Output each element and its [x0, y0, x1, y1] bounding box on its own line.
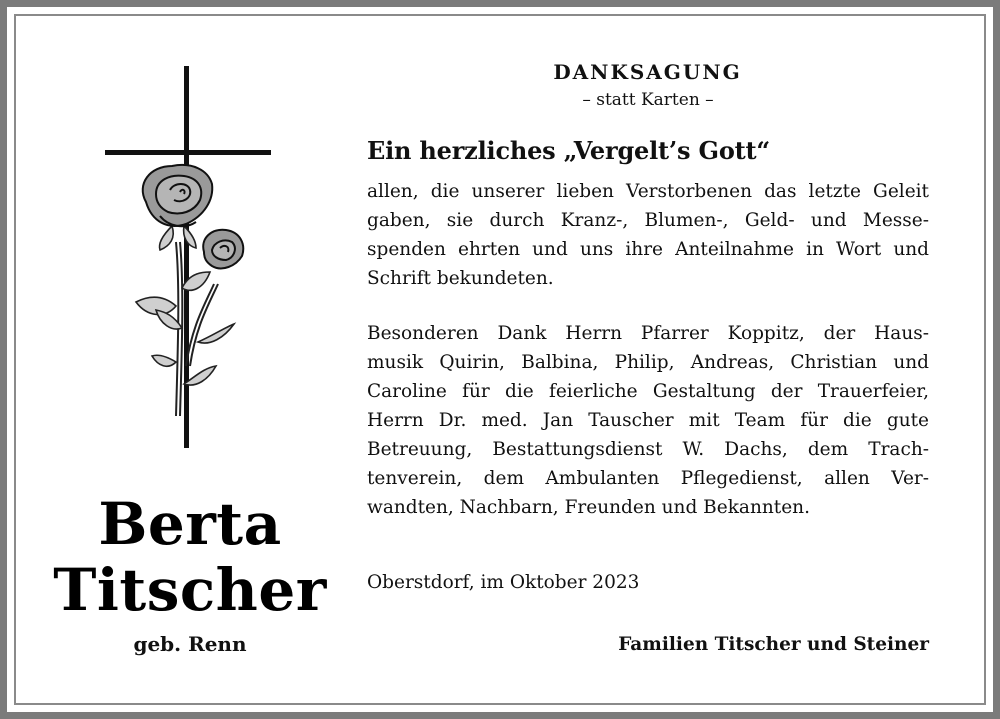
rose-icon: [203, 230, 243, 269]
text-line: Caroline für die feierliche Gestaltung der Trauerfeier,: [367, 381, 929, 402]
right-column: [367, 60, 929, 680]
text-line: Besonderen Dank Herrn Pfarrer Koppitz, der Haus-: [367, 323, 929, 344]
cross-icon: [105, 66, 271, 448]
deceased-first-name: Berta: [98, 490, 282, 558]
thanks-paragraph-2: [367, 319, 929, 522]
text-line: spenden ehrten und uns ihre Anteilnahme in Wort und: [367, 239, 929, 260]
left-column: [40, 60, 340, 700]
thanks-paragraph-1: [367, 177, 929, 293]
maiden-name: geb. Renn: [133, 632, 247, 656]
text-line: Herrn Dr. med. Jan Tauscher mit Team für die gute: [367, 410, 929, 431]
text-line: musik Quirin, Balbina, Philip, Andreas, Christian und: [367, 352, 929, 373]
deceased-last-name: Titscher: [53, 556, 327, 624]
signature: Familien Titscher und Steiner: [618, 634, 929, 655]
rose-stems: [176, 242, 218, 416]
rose-icon: [143, 165, 213, 226]
cross-with-roses-icon: [100, 66, 280, 456]
text-line: Betreuung, Bestattungsdienst W. Dachs, dem Trach-: [367, 439, 929, 460]
text-line: gaben, sie durch Kranz-, Blumen-, Geld- und Messe-: [367, 210, 929, 231]
text-line: Schrift bekundeten.: [367, 268, 554, 289]
notice-subtitle: – statt Karten –: [582, 90, 714, 110]
place-date: Oberstdorf, im Oktober 2023: [367, 572, 640, 593]
text-line: wandten, Nachbarn, Freunden und Bekannten.: [367, 497, 810, 518]
headline: Ein herzliches „Vergelt’s Gott“: [367, 136, 771, 165]
text-line: tenverein, dem Ambulanten Pflegedienst, allen Ver-: [367, 468, 929, 489]
text-line: allen, die unserer lieben Verstorbenen das letzte Geleit: [367, 181, 929, 202]
notice-title: DANKSAGUNG: [553, 60, 742, 84]
